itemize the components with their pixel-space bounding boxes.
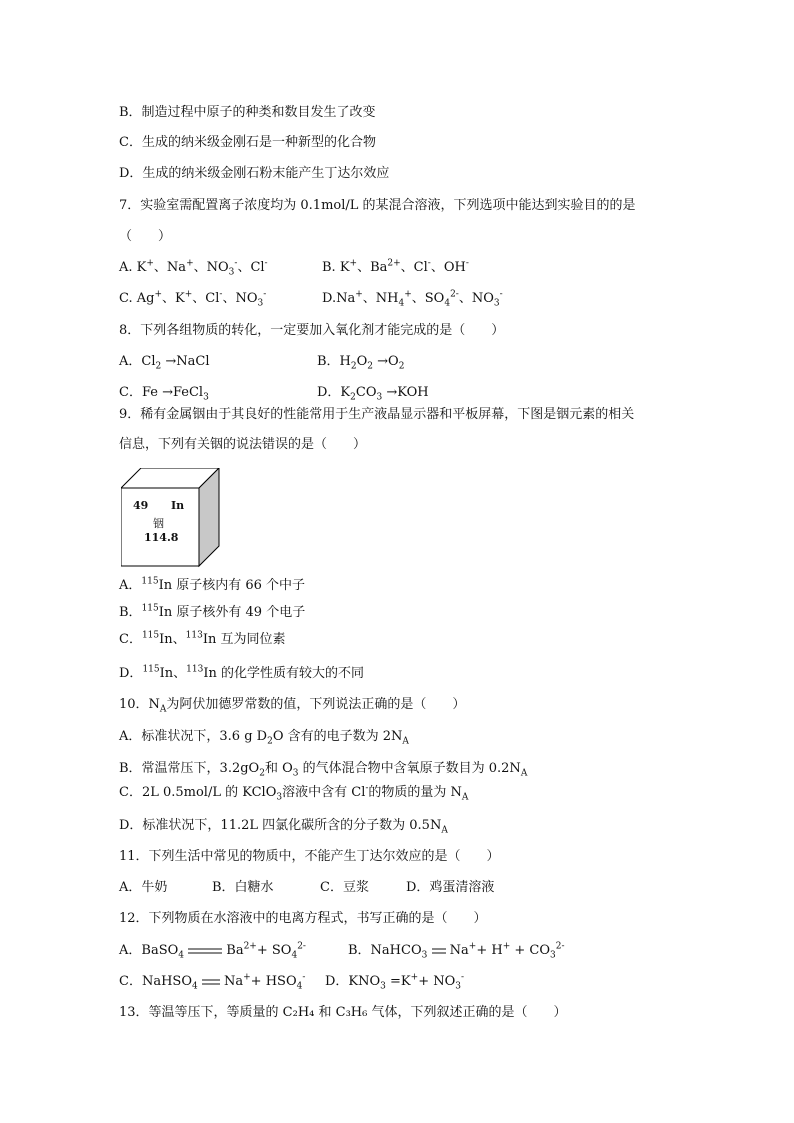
q10-sub: A	[159, 704, 167, 715]
question-7-bracket: （ ）	[119, 229, 172, 244]
cube-outline	[121, 468, 231, 568]
option-a-q9: A．$^{115}$In 原子核内有 66 个中子	[119, 576, 306, 593]
option-d-q11: D．鸡蛋清溶液	[406, 880, 495, 895]
question-9-line2: 信息，下列有关铟的说法错误的是（ ）	[119, 437, 367, 452]
equals-sign-icon	[432, 947, 446, 955]
element-symbol: In	[171, 499, 185, 512]
q10-text: 为阿伏加德罗常数的值，下列说法正确的是（ ）	[166, 697, 466, 712]
option-a-q12: A．BaSO$_4$ $Ba^{2+}+ SO_4^{2-}$	[119, 941, 306, 961]
atomic-mass: 114.8	[144, 531, 179, 544]
option-c-q10: C．2L 0.5mol/L 的 KClO$_3$溶液中含有 Cl-的物质的量为 $N_A$	[119, 783, 469, 803]
option-c-q8: C．Fe →FeCl$_3$	[119, 385, 209, 403]
reversible-arrow-icon	[188, 947, 222, 955]
q10-prefix: 10．N	[119, 697, 160, 712]
element-name: 铟	[153, 517, 164, 530]
equals-sign-icon	[202, 978, 220, 986]
question-11: 11．下列生活中常见的物质中，不能产生丁达尔效应的是（ ）	[119, 849, 500, 864]
option-d-q7: D.Na+、$NH_4^+$、$SO_4^{2-}$、$NO_3^-$	[322, 289, 503, 309]
option-d-q8: D．$K_2CO_3 \to KOH$	[317, 385, 429, 403]
option-a-q10: A．标准状况下，3.6 g $D_2O$ 含有的电子数为 $2N_A$	[119, 729, 409, 747]
option-b-q11: B．白糖水	[212, 880, 274, 895]
option-b-q8: B．$H_2O_2 \to O_2$	[317, 354, 405, 372]
indium-element-cube	[121, 468, 221, 568]
option-c-q7: C. Ag+、K+、Cl-、$NO_3^-$	[119, 289, 267, 309]
option-d-q9: D．$^{115}$In、$^{113}$In 的化学性质有较大的不同	[119, 664, 364, 681]
option-a-q11: A．牛奶	[119, 880, 168, 895]
option-c-q11: C．豆浆	[320, 880, 369, 895]
option-b-q12: B．NaHCO$_3$ $Na^++ H^+ + CO_3^{2-}$	[348, 941, 565, 961]
question-7: 7．实验室需配置离子浓度均为 0.1mol/L 的某混合溶液，下列选项中能达到实验目的的是	[119, 198, 636, 213]
atomic-number: 49	[133, 499, 149, 512]
option-b-q6: B．制造过程中原子的种类和数目发生了改变	[119, 105, 376, 120]
option-d-q6: D．生成的纳米级金刚石粉末能产生丁达尔效应	[119, 166, 390, 181]
option-b-q9: B．$^{115}$In 原子核外有 49 个电子	[119, 603, 306, 620]
option-d-q10: D．标准状况下，11.2L 四氯化碳所含的分子数为 $0.5N_A$	[119, 818, 448, 836]
option-b-q10: B．常温常压下，$3.2gO_2$和 $O_3$ 的气体混合物中含氧原子数目为 $0.2N_A$	[119, 761, 528, 779]
option-a-q8: A．$Cl_2$ →NaCl	[119, 354, 210, 372]
option-b-q7: B. K+、$Ba^{2+}$、Cl-、OH-	[322, 258, 469, 275]
option-c-q12: C．NaHSO$_4$ $Na^++ HSO_4^-$	[119, 972, 306, 992]
option-c-q6: C．生成的纳米级金刚石是一种新型的化合物	[119, 135, 376, 150]
question-10	[119, 696, 465, 714]
question-13: 13．等温等压下，等质量的 C₂H₄ 和 C₃H₆ 气体，下列叙述正确的是（ ）	[119, 1005, 567, 1020]
option-a-q7: A. K+、Na+、$NO_3^-$、Cl-	[119, 258, 268, 278]
question-12: 12．下列物质在水溶液中的电离方程式，书写正确的是（ ）	[119, 911, 487, 926]
question-9-line1: 9．稀有金属铟由于其良好的性能常用于生产液晶显示器和平板屏幕，下图是铟元素的相关	[119, 407, 635, 422]
option-c-q9: C．$^{115}$In、$^{113}$In 互为同位素	[119, 630, 286, 647]
question-8: 8．下列各组物质的转化，一定要加入氧化剂才能完成的是（ ）	[119, 323, 505, 338]
option-d-q12: D．$KNO_3 =K^++ NO_3^-$	[325, 972, 465, 992]
